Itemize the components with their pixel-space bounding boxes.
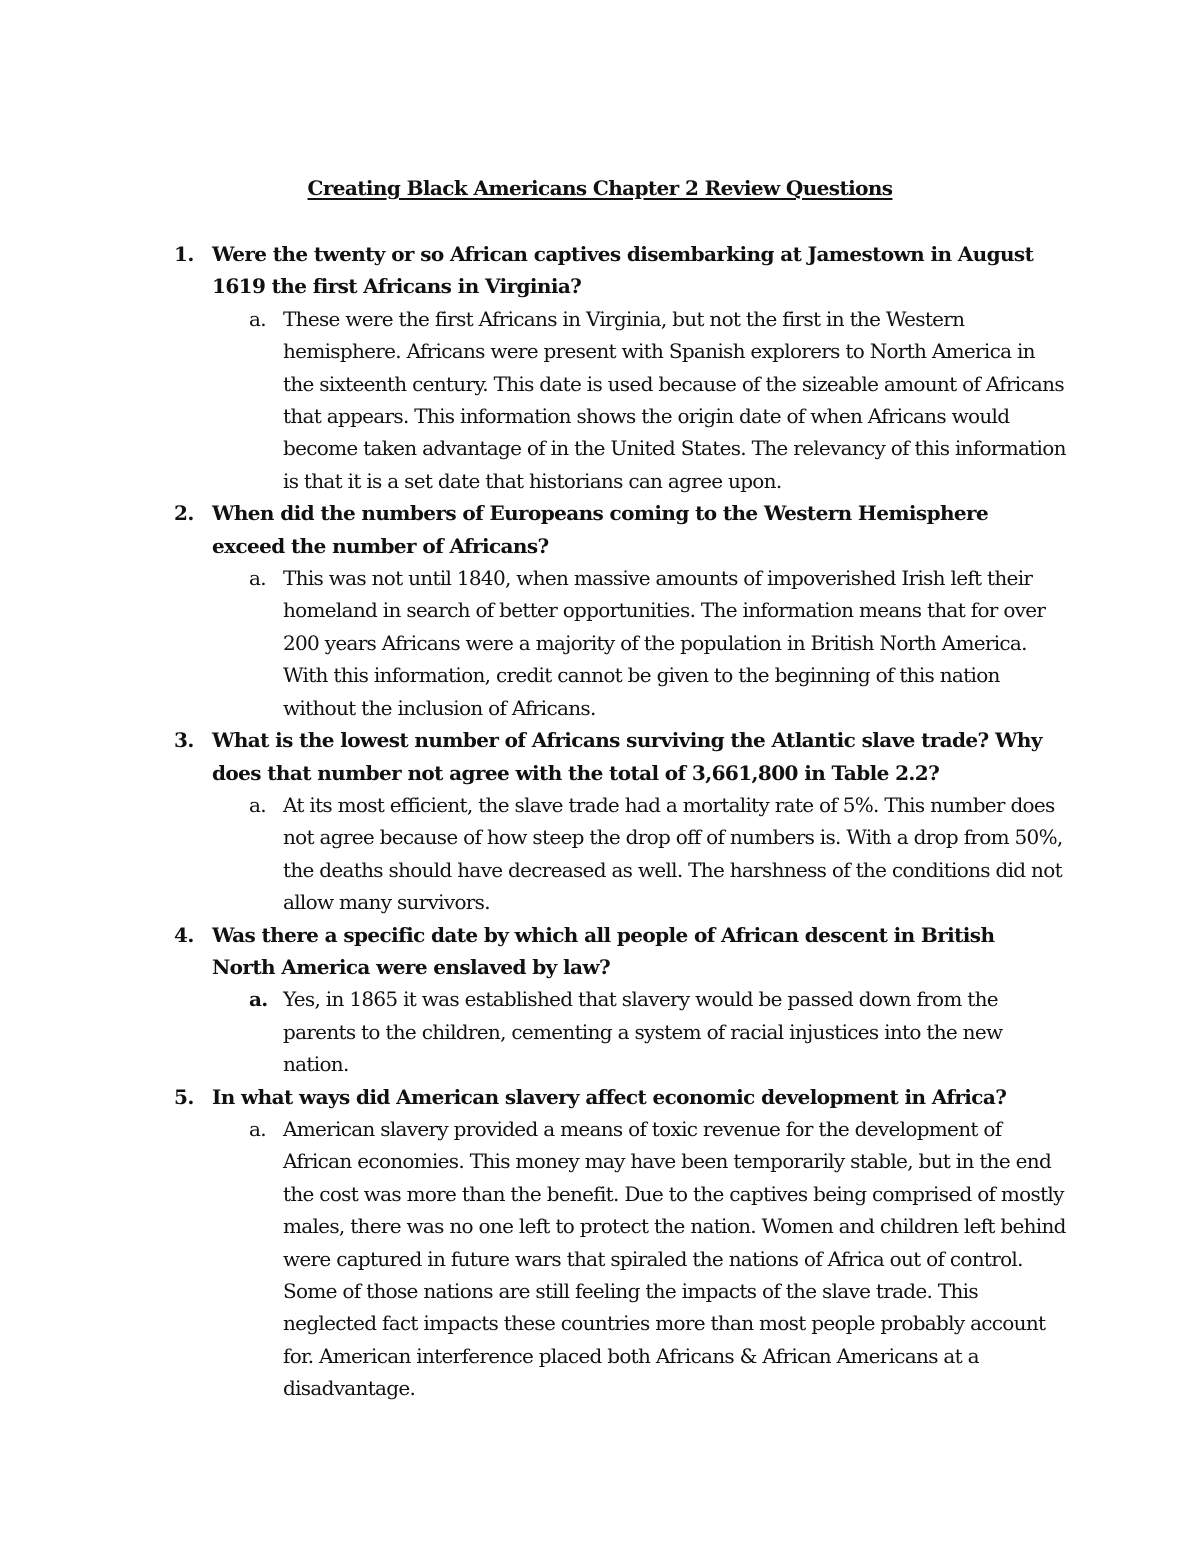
answer-text: Yes, in 1865 it was established that slavery would be passed down from the parents to the children, cementing a system of racial injustices into the new nation. (283, 987, 1003, 1077)
question-number: 1. (174, 242, 194, 266)
answer-1 (249, 303, 1068, 497)
answer-text: At its most efficient, the slave trade had a mortality rate of 5%. This number does not agree because of how steep the drop off of numbers is. With a drop from 50%, the deaths should have decreased as well. The harshness of the conditions did not allow many survivors. (283, 792, 1063, 915)
answer-4 (249, 983, 1068, 1080)
answer-5 (249, 1113, 1068, 1405)
answer-2 (249, 562, 1068, 724)
question-number: 5. (174, 1084, 194, 1109)
question-number: 3. (174, 728, 194, 753)
review-question-list (0, 238, 1200, 1405)
answer-marker: a. (249, 792, 266, 817)
document-title: Creating Black Americans Chapter 2 Review Questions (307, 176, 893, 200)
question-text: Was there a specific date by which all people of African descent in British North America were enslaved by law? (212, 922, 995, 979)
answer-marker: a. (249, 566, 266, 591)
question-1 (174, 238, 1062, 303)
answer-marker: a. (249, 1116, 266, 1141)
question-text: What is the lowest number of Africans surviving the Atlantic slave trade? Why does that number not agree with the total of 3,661,800 in Table 2.2? (212, 728, 1042, 785)
answer-marker: a. (249, 306, 266, 331)
answer-text: American slavery provided a means of toxic revenue for the development of African economies. This money may have been temporarily stable, but in the end the cost was more than the benefit. Due to the captives being comprised of mostly males, there was no one left to protect the nation. Women and children left behind were captured in future wars that spiraled the nations of Africa out of control. Some of those nations are still feeling the impacts of the slave trade. This neglected fact impacts these countries more than most people probably account for. American interference placed both Africans & African Americans at a disadvantage. (283, 1116, 1066, 1401)
question-number: 4. (174, 922, 194, 947)
answer-text: This was not until 1840, when massive amounts of impoverished Irish left their homeland in search of better opportunities. The information means that for over 200 years Africans were a majority of the population in British North America. With this information, credit cannot be given to the beginning of this nation without the inclusion of Africans. (283, 566, 1046, 720)
question-5 (174, 1081, 1062, 1113)
question-3 (174, 724, 1062, 789)
question-4 (174, 919, 1062, 984)
question-number: 2. (174, 501, 194, 526)
answer-marker: a. (249, 987, 268, 1012)
question-2 (174, 497, 1062, 562)
answer-text: These were the first Africans in Virginia, but not the first in the Western hemisphere. Africans were present with Spanish explorers to North America in the sixteenth century. This date is used because of the sizeable amount of Africans that appears. This information shows the origin date of when Africans would become taken advantage of in the United States. The relevancy of this information is that it is a set date that historians can agree upon. (283, 306, 1066, 493)
question-text: When did the numbers of Europeans coming to the Western Hemisphere exceed the number of Africans? (212, 501, 989, 558)
answer-3 (249, 789, 1068, 919)
question-text: Were the twenty or so African captives disembarking at Jamestown in August 1619 the first Africans in Virginia? (212, 242, 1034, 299)
question-text: In what ways did American slavery affect economic development in Africa? (212, 1084, 1007, 1109)
